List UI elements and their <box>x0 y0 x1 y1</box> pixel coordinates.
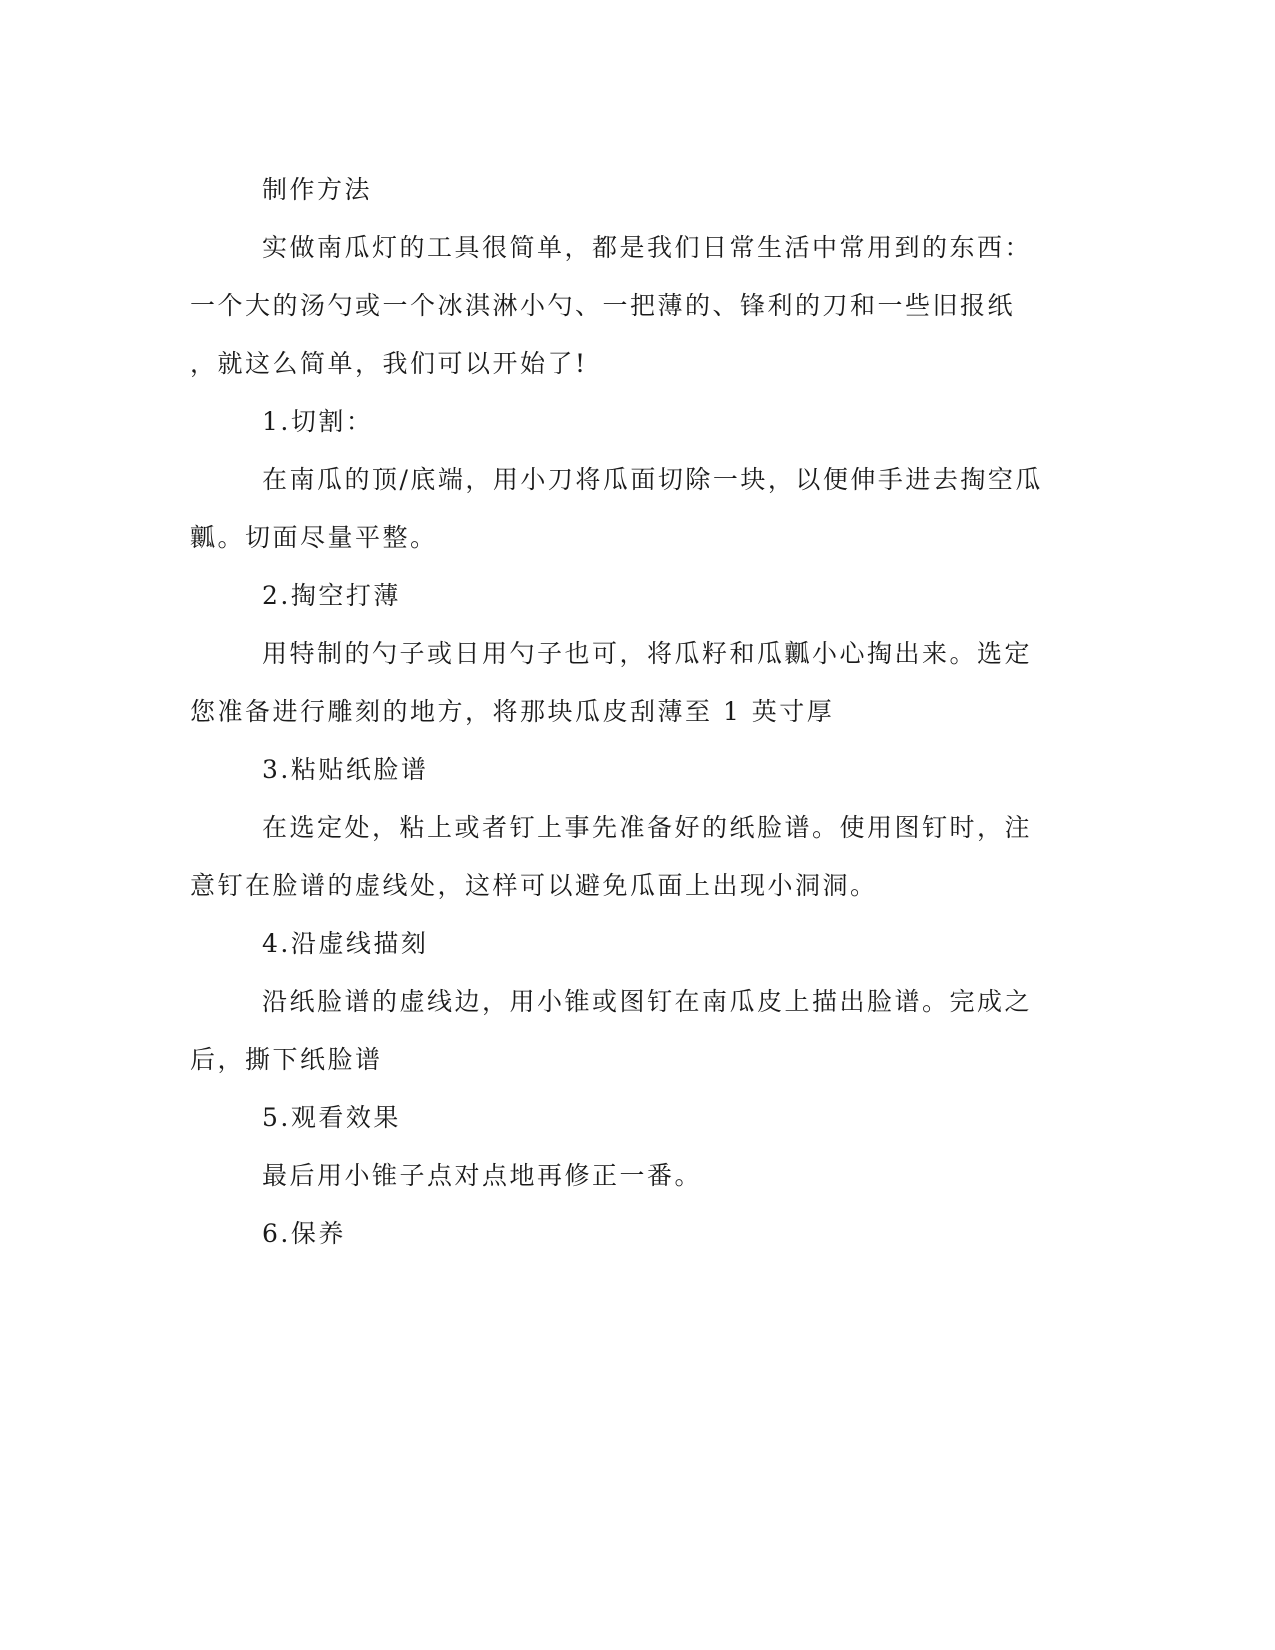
step-title-hollow: 2.掏空打薄 <box>262 581 401 610</box>
step-title-cut: 1.切割： <box>262 407 374 436</box>
step-title-care: 6.保养 <box>262 1219 346 1248</box>
step-text-cut-2: 瓤。切面尽量平整。 <box>190 523 438 552</box>
step-text-trace-2: 后，撕下纸脸谱 <box>190 1045 383 1074</box>
step-title-trace: 4.沿虚线描刻 <box>262 929 429 958</box>
step-title-review: 5.观看效果 <box>262 1103 401 1132</box>
step-title-paste: 3.粘贴纸脸谱 <box>262 755 429 784</box>
intro-line-2: 一个大的汤勺或一个冰淇淋小勺、一把薄的、锋利的刀和一些旧报纸 <box>190 291 1016 320</box>
step-text-paste-1: 在选定处，粘上或者钉上事先准备好的纸脸谱。使用图钉时，注 <box>262 813 1033 842</box>
step-text-cut-1: 在南瓜的顶/底端，用小刀将瓜面切除一块，以便伸手进去掏空瓜 <box>262 465 1043 494</box>
step-text-hollow-2: 您准备进行雕刻的地方，将那块瓜皮刮薄至 1 英寸厚 <box>190 697 835 726</box>
document-heading: 制作方法 <box>262 175 373 204</box>
step-text-review-1: 最后用小锥子点对点地再修正一番。 <box>262 1161 703 1190</box>
step-text-paste-2: 意钉在脸谱的虚线处，这样可以避免瓜面上出现小洞洞。 <box>190 871 878 900</box>
step-text-trace-1: 沿纸脸谱的虚线边，用小锥或图钉在南瓜皮上描出脸谱。完成之 <box>262 987 1033 1016</box>
intro-line-3: ，就这么简单，我们可以开始了! <box>190 349 588 378</box>
step-text-hollow-1: 用特制的勺子或日用勺子也可，将瓜籽和瓜瓤小心掏出来。选定 <box>262 639 1033 668</box>
intro-line-1: 实做南瓜灯的工具很简单，都是我们日常生活中常用到的东西： <box>262 233 1033 262</box>
